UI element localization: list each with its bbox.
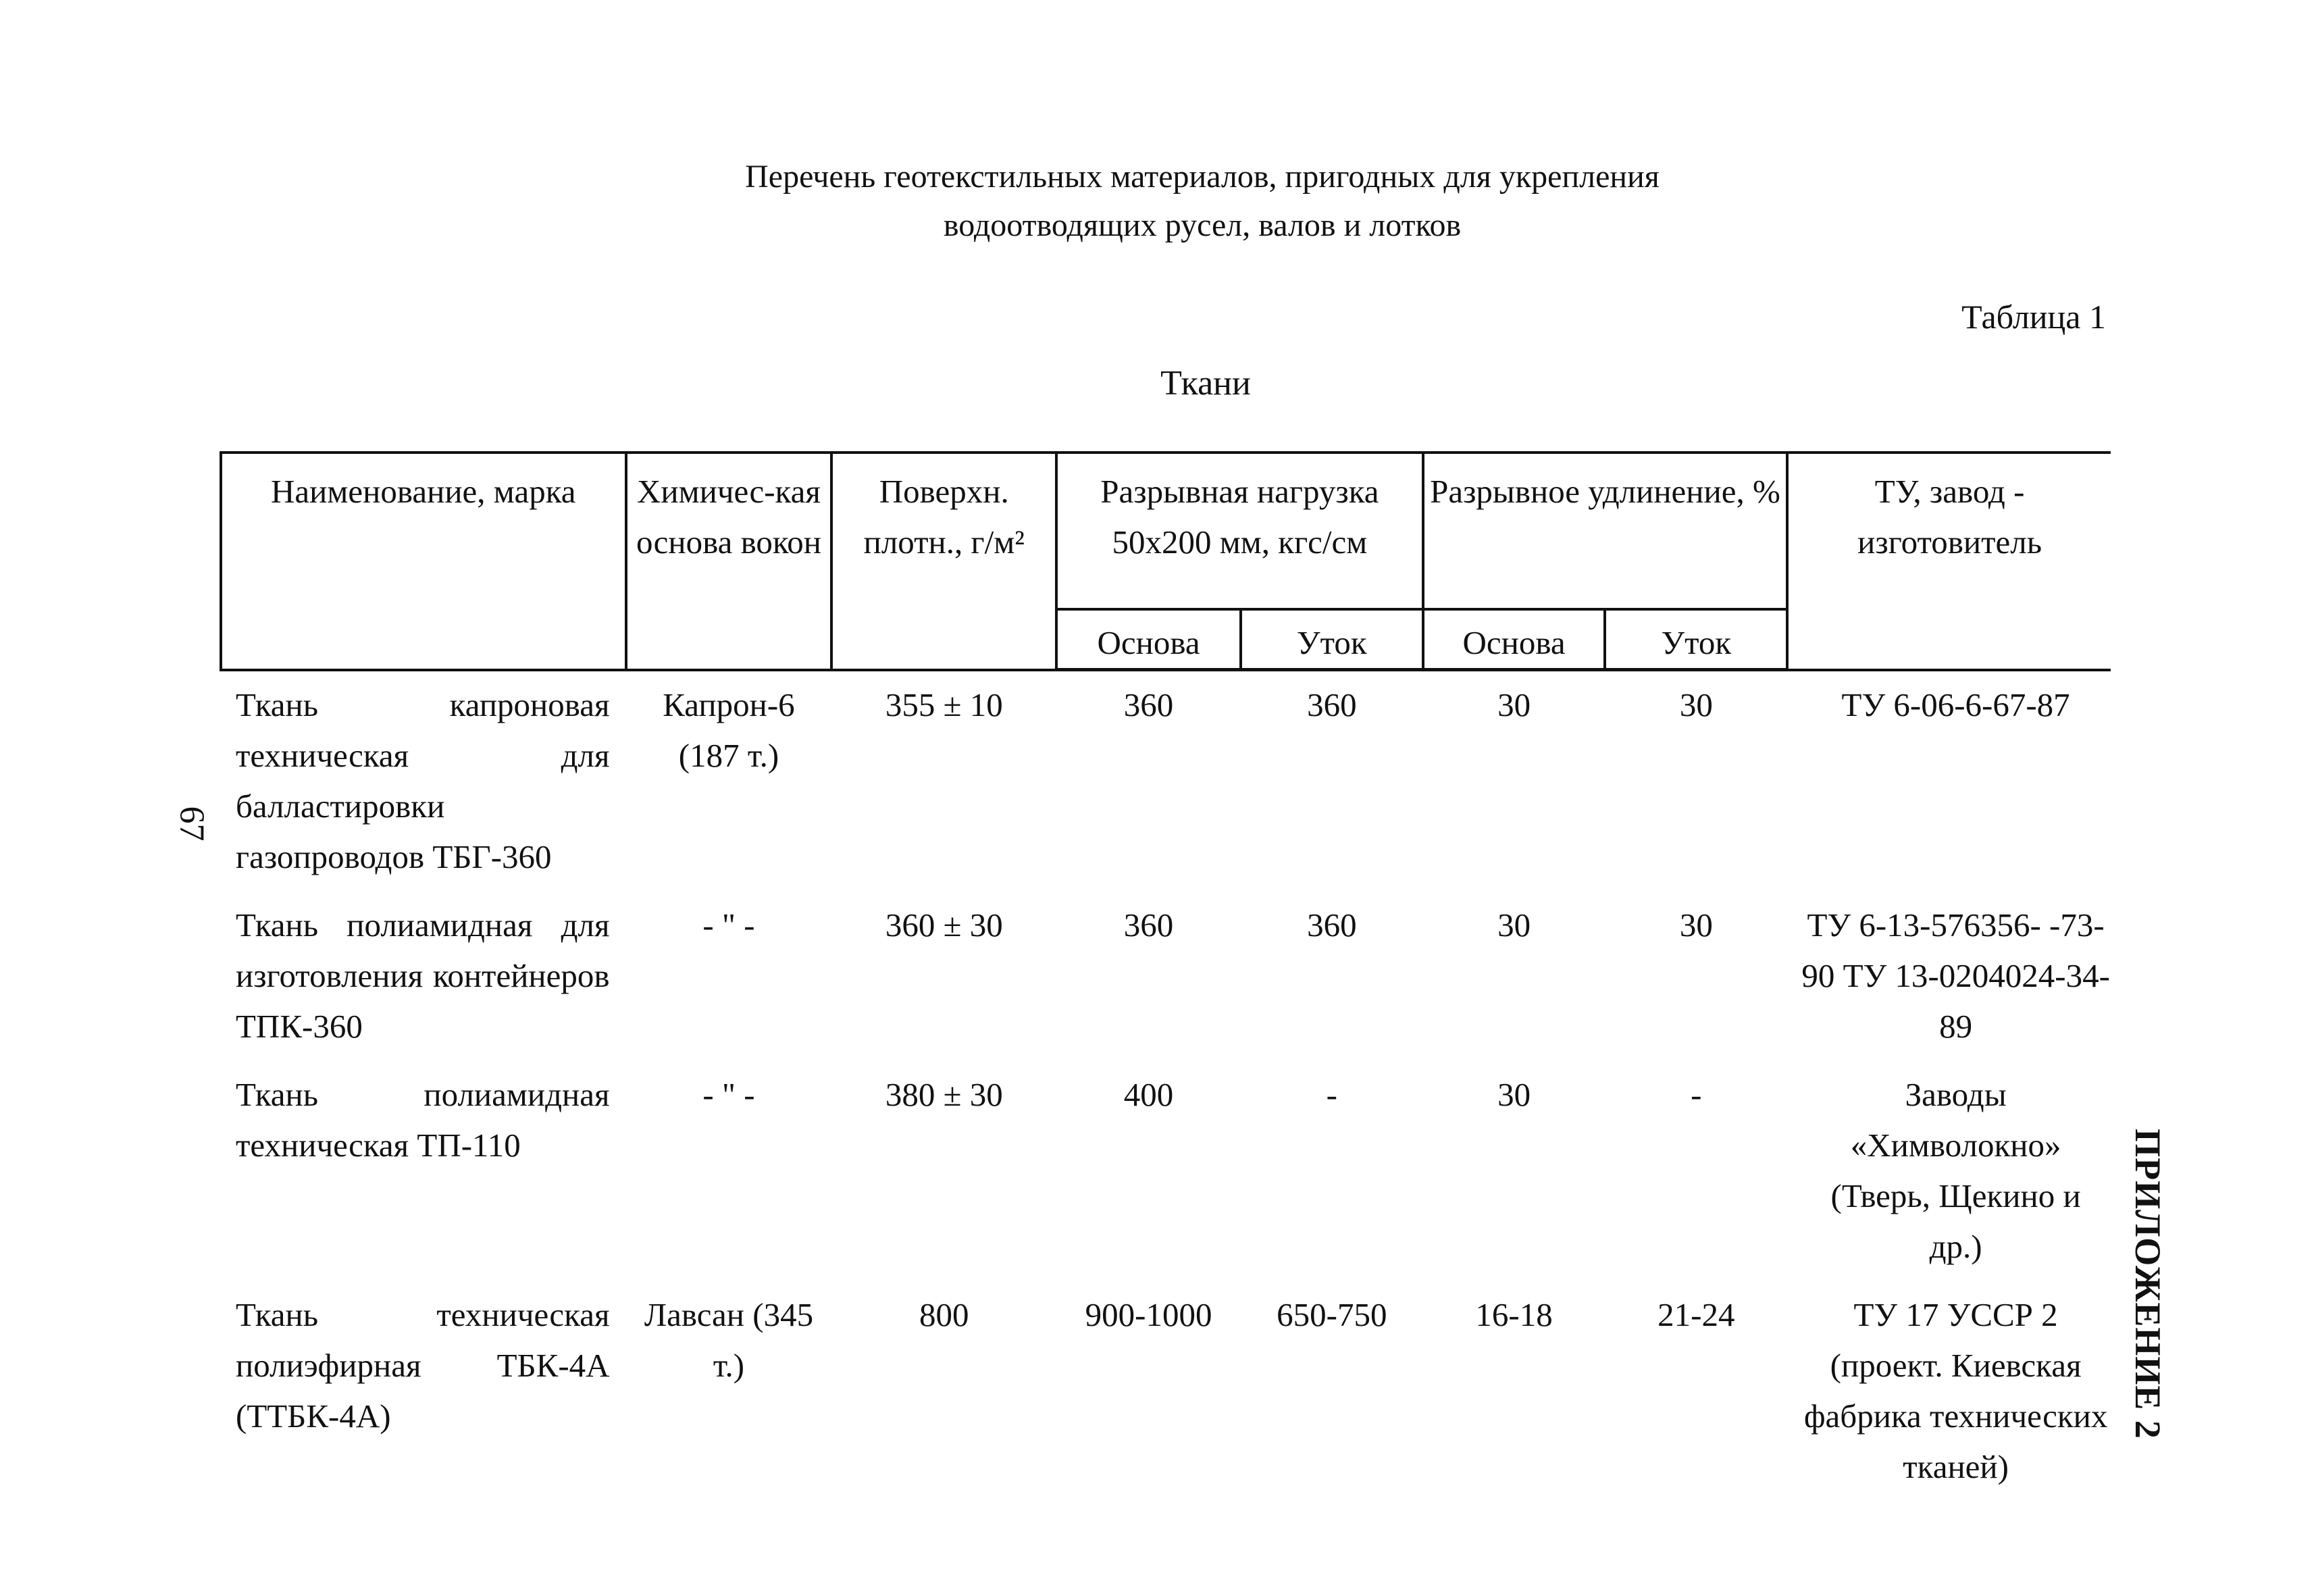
appendix-label: ПРИЛОЖЕНИЕ 2	[2128, 1129, 2168, 1439]
cell-load-weft: 650-750	[1277, 1295, 1387, 1333]
table-label: Таблица 1	[1961, 298, 2106, 336]
cell-name: Ткань полиамидная техническая ТП-110	[236, 1075, 610, 1164]
header-tu: ТУ, завод - изготовитель	[1787, 453, 2111, 670]
cell-density: 800	[919, 1295, 969, 1333]
cell-density: 355 ± 10	[885, 686, 1003, 723]
materials-table	[220, 451, 2111, 1501]
table-row	[221, 1281, 2111, 1501]
cell-load-warp: 360	[1123, 686, 1174, 723]
cell-chemical: - " -	[702, 906, 755, 944]
cell-chemical: Лавсан (345 т.)	[644, 1295, 814, 1384]
cell-name: Ткань капроновая техническая для балластировки газопроводов ТБГ-360	[236, 686, 610, 875]
table-row	[221, 1061, 2111, 1281]
cell-elong-warp: 16-18	[1475, 1295, 1553, 1333]
cell-tu: Заводы «Химволокно» (Тверь, Щекино и др.)	[1830, 1075, 2081, 1265]
table-row	[221, 670, 2111, 892]
header-density: Поверхн. плотн., г/м²	[831, 453, 1056, 670]
cell-tu: ТУ 6-13-576356- -73-90 ТУ 13-0204024-34-89	[1801, 906, 2110, 1045]
header-elong-weft: Уток	[1605, 609, 1787, 670]
cell-load-weft: -	[1326, 1075, 1337, 1113]
header-load-warp: Основа	[1056, 609, 1241, 670]
cell-elong-weft: 30	[1679, 906, 1713, 944]
cell-elong-warp: 30	[1497, 906, 1531, 944]
cell-load-warp: 400	[1123, 1075, 1174, 1113]
title-line-1: Перечень геотекстильных материалов, пригодных для укрепления	[745, 159, 1660, 195]
cell-load-weft: 360	[1307, 686, 1357, 723]
header-elong-warp: Основа	[1423, 609, 1605, 670]
cell-elong-warp: 30	[1497, 686, 1531, 723]
section-title: Ткани	[1160, 364, 1251, 403]
cell-load-warp: 360	[1123, 906, 1174, 944]
cell-elong-warp: 30	[1497, 1075, 1531, 1113]
table-row	[221, 892, 2111, 1061]
header-breaking-load: Разрывная нагрузка 50х200 мм, кгс/см	[1056, 453, 1423, 609]
header-load-weft: Уток	[1241, 609, 1423, 670]
page-number: 67	[172, 806, 211, 842]
cell-elong-weft: 21-24	[1657, 1295, 1735, 1333]
cell-tu: ТУ 17 УССР 2 (проект. Киевская фабрика технических тканей)	[1803, 1295, 2108, 1485]
header-elongation: Разрывное удлинение, %	[1423, 453, 1788, 609]
header-name: Наименование, марка	[221, 453, 626, 670]
cell-name: Ткань полиамидная для изготовления контейнеров ТПК-360	[236, 906, 610, 1045]
cell-load-warp: 900-1000	[1085, 1295, 1212, 1333]
cell-chemical: Капрон-6 (187 т.)	[663, 686, 795, 774]
cell-elong-weft: -	[1691, 1075, 1702, 1113]
cell-elong-weft: 30	[1679, 686, 1713, 723]
header-chemical: Химичес-кая основа вокон	[626, 453, 832, 670]
cell-name: Ткань техническая полиэфирная ТБК-4А (ТТБК-4А)	[236, 1295, 610, 1435]
cell-density: 380 ± 30	[885, 1075, 1003, 1113]
cell-chemical: - " -	[702, 1075, 755, 1113]
cell-density: 360 ± 30	[885, 906, 1003, 944]
title-line-2: водоотводящих русел, валов и лотков	[943, 207, 1462, 243]
document-title	[0, 153, 2314, 250]
cell-tu: ТУ 6-06-6-67-87	[1841, 686, 2070, 723]
cell-load-weft: 360	[1307, 906, 1357, 944]
